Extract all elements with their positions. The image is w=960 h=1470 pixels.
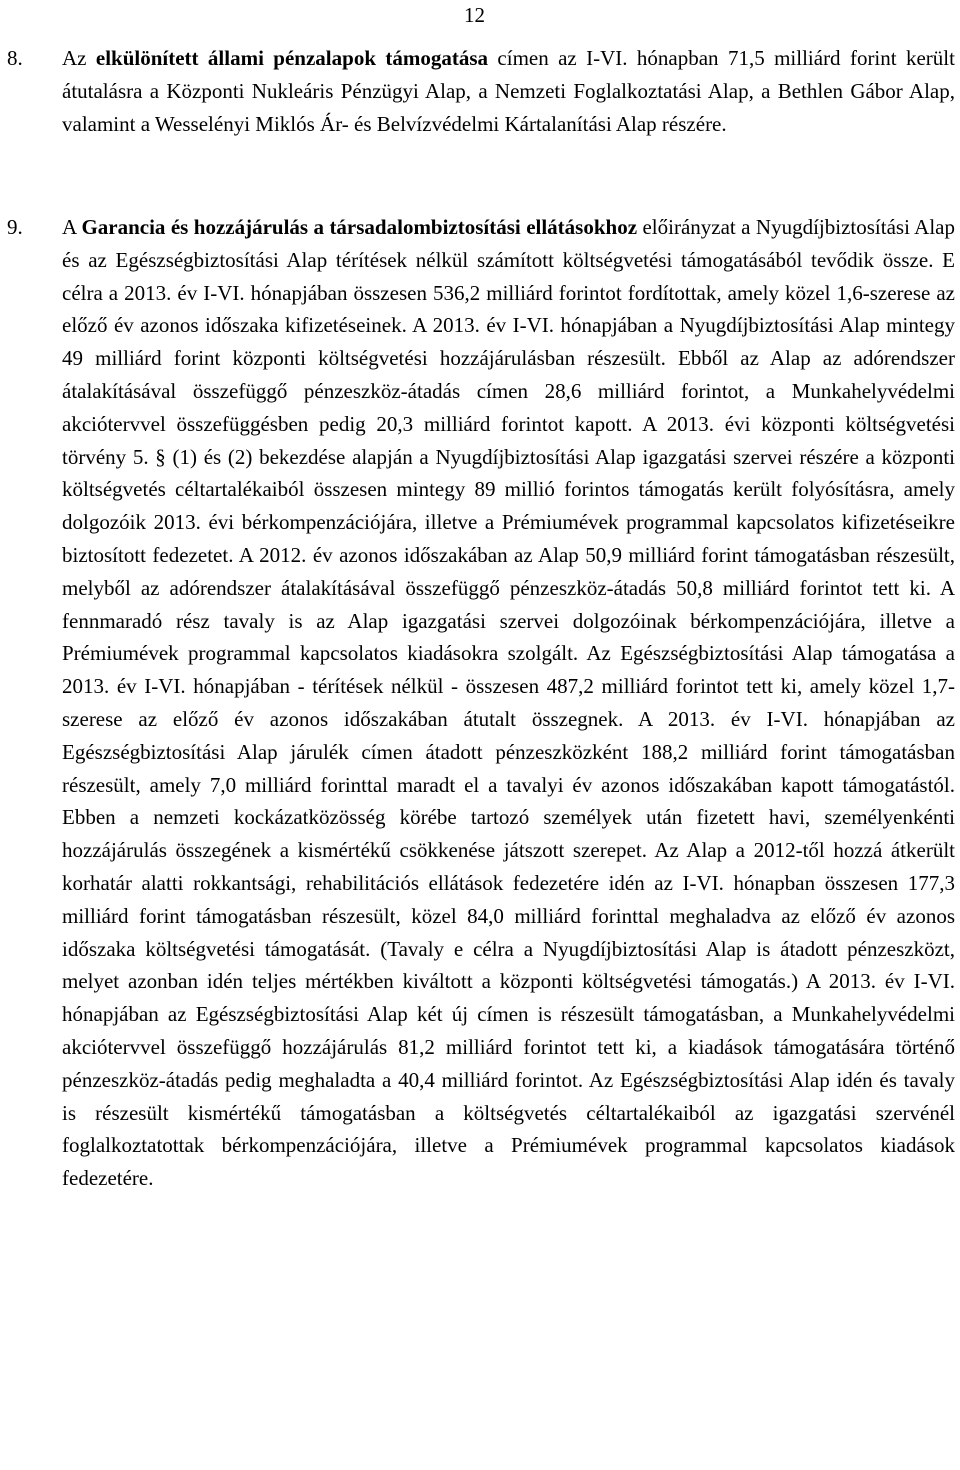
paragraph-9 — [62, 211, 955, 1195]
text-segment: Az — [62, 46, 96, 70]
item-number: 8. — [7, 46, 23, 70]
item-number: 9. — [7, 215, 23, 239]
text-segment: előirányzat a Nyugdíjbiztosítási Alap és az Egészségbiztosítási Alap térítések nélkül számított költségvetési támogatásából tevődik össze. E célra a 2013. év I-VI. hónapjában összesen 536,2 milliárd forintot fordítottak, amely közel 1,6-szerese az előző év azonos időszaka kifizetéseinek. A 2013. év I-VI. hónapjában a Nyugdíjbiztosítási Alap mintegy 49 milliárd forint központi költségvetési hozzájárulásban részesült. Ebből az Alap az adórendszer átalakításával összefüggő pénzeszköz-átadás címen 28,6 milliárd forintot, a Munkahelyvédelmi akciótervvel összefüggésben pedig 20,3 milliárd forintot kapott. A 2013. évi központi költségvetési törvény 5. § (1) és (2) bekezdése alapján a Nyugdíjbiztosítási Alap igazgatási szervei részére a központi költségvetés céltartalékaiból összesen mintegy 89 millió forintos támogatás került folyósításra, amely dolgozóik 2013. évi bérkompenzációjára, illetve a Prémiumévek programmal kapcsolatos kifizetéseikre biztosított fedezetet. A 2012. év azonos időszakában az Alap 50,9 milliárd forint támogatásban részesült, melyből az adórendszer átalakításával összefüggő pénzeszköz-átadás 50,8 milliárd forintot tett ki. A fennmaradó rész tavaly is az Alap igazgatási szervei dolgozóinak bérkompenzációjára, illetve a Prémiumévek programmal kapcsolatos kiadásokra szolgált. Az Egészségbiztosítási Alap támogatása a 2013. év I-VI. hónapjában - térítések nélkül - összesen 487,2 milliárd forintot tett ki, amely közel 1,7-szerese az előző év azonos időszakában átutalt összegnek. A 2013. év I-VI. hónapjában az Egészségbiztosítási Alap járulék címen átadott pénzeszközként 188,2 milliárd forint támogatásban részesült, amely 7,0 milliárd forinttal maradt el a tavalyi év azonos időszakában kapott támogatástól. Ebben a nemzeti kockázatközösség körébe tartozó személyek után fizetett havi, személyenkénti hozzájárulás összegének a kismértékű csökkenése játszott szerepet. Az Alap a 2012-től hozzá átkerült korhatár alatti rokkantsági, rehabilitációs ellátások fedezetére idén az I-VI. hónapban összesen 177,3 milliárd forint támogatásban részesült, közel 84,0 milliárd forinttal meghaladva az előző év azonos időszaka költségvetési támogatását. (Tavaly e célra a Nyugdíjbiztosítási Alap is átadott pénzeszközt, melyet azonban idén teljes mértékben kiváltott a központi költségvetési támogatás.) A 2013. év I-VI. hónapjában az Egészségbiztosítási Alap két új címen is részesült támogatásban, a Munkahelyvédelmi akciótervvel összefüggő hozzájárulás 81,2 milliárd forintot tett ki, a kiadások támogatására történő pénzeszköz-átadás pedig meghaladta a 40,4 milliárd forintot. Az Egészségbiztosítási Alap idén és tavaly is részesült kismértékű támogatásban a költségvetés céltartalékaiból az igazgatási szervénél foglalkoztatottak bérkompenzációjára, illetve a Prémiumévek programmal kapcsolatos kiadások fedezetére. — [62, 215, 955, 1191]
paragraph-8 — [62, 42, 955, 140]
text-segment: címen az I-VI. hónapban 71,5 milliárd forint került átutalásra a Központi Nukleáris Pénzügyi Alap, a Nemzeti Foglalkoztatási Alap, a Bethlen Gábor Alap, valamint a Wesselényi Miklós Ár- és Belvízvédelmi Kártalanítási Alap részére. — [62, 46, 955, 136]
text-segment: A — [62, 215, 82, 239]
page-number: 12 — [464, 3, 485, 27]
bold-term: Garancia és hozzájárulás a társadalombiztosítási ellátásokhoz — [81, 215, 638, 239]
bold-term: elkülönített állami pénzalapok támogatása — [95, 46, 489, 70]
